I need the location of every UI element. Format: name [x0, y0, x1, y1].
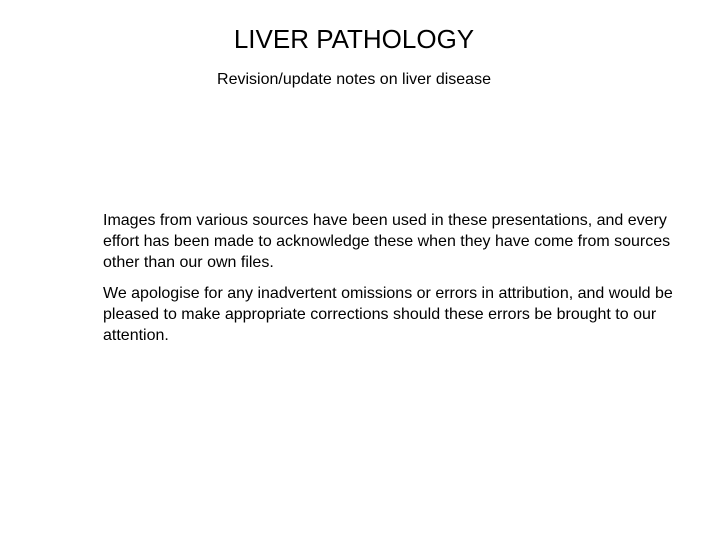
acknowledgement-text — [103, 210, 683, 356]
apology-paragraph: We apologise for any inadvertent omissions or errors in attribution, and would be pleased to make appropriate corrections should these errors be brought to our attention. — [103, 285, 673, 344]
slide-subtitle: Revision/update notes on liver disease — [217, 71, 491, 88]
acknowledgement-paragraph: Images from various sources have been used in these presentations, and every effort has been made to acknowledge these when they have come from sources other than our own files. — [103, 212, 671, 271]
slide-title: LIVER PATHOLOGY — [233, 24, 475, 54]
